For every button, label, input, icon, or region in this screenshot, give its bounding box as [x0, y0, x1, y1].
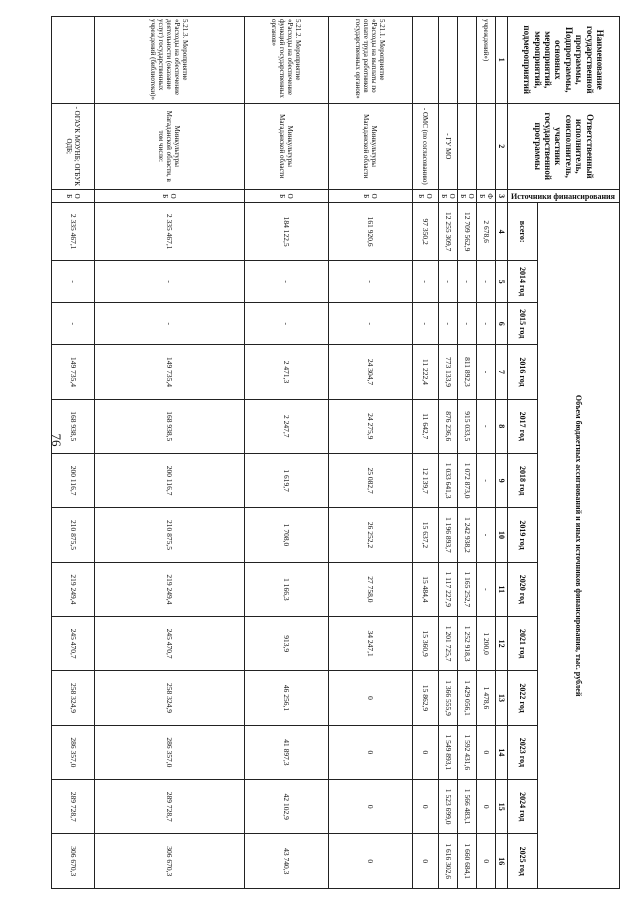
- row-source: ОБ: [438, 190, 457, 203]
- row-responsible: - ОГАУК МОУНБ; ОГБУК ОДБ;: [51, 103, 94, 190]
- funding-title-cell: [538, 203, 620, 889]
- column-index: 8: [495, 399, 507, 453]
- row-year-value: -: [476, 261, 495, 303]
- col-source-header: [508, 190, 620, 203]
- row-year-value: -: [244, 261, 328, 303]
- row-year-value: 245 470,7: [94, 617, 244, 671]
- year-header: 2014 год: [508, 261, 538, 303]
- row-year-value: 42 102,9: [244, 780, 328, 834]
- page-number: 76: [49, 433, 64, 447]
- row-year-value: 1 592 431,6: [457, 725, 476, 779]
- row-year-value: -: [476, 453, 495, 507]
- year-header: 2019 год: [508, 508, 538, 562]
- header-row-top: [538, 17, 620, 889]
- row-source: ОБ: [244, 190, 328, 203]
- row-year-value: 0: [412, 780, 438, 834]
- row-year-value: 168 938,5: [94, 399, 244, 453]
- row-year-value: 289 728,7: [51, 780, 94, 834]
- table-row: [94, 17, 244, 889]
- row-year-value: 773 133,9: [438, 345, 457, 399]
- row-year-value: 210 875,5: [94, 508, 244, 562]
- row-year-value: 286 357,0: [94, 725, 244, 779]
- row-total: 97 350,2: [412, 203, 438, 261]
- row-name: [412, 17, 438, 104]
- row-responsible: Минкультуры Магаданской области: [328, 103, 412, 190]
- table-row: [438, 17, 457, 889]
- row-year-value: 26 252,2: [328, 508, 412, 562]
- row-year-value: 1 072 873,0: [457, 453, 476, 507]
- row-year-value: -: [438, 303, 457, 345]
- row-year-value: 11 642,7: [412, 399, 438, 453]
- row-year-value: 1 201 725,7: [438, 617, 457, 671]
- column-index: 5: [495, 261, 507, 303]
- row-responsible: - ОМС (по согласованию): [412, 103, 438, 190]
- column-index: 14: [495, 725, 507, 779]
- row-name: [457, 17, 476, 104]
- row-year-value: 11 222,4: [412, 345, 438, 399]
- row-source: ОБ: [457, 190, 476, 203]
- row-source: ОБ: [412, 190, 438, 203]
- column-index: 6: [495, 303, 507, 345]
- row-name: 5.21.3. Мероприятие «Расходы на обеспечение деятельности (оказание услуг) государственных учреждений (библиотеки)»: [94, 17, 244, 104]
- row-total: 12 255 309,7: [438, 203, 457, 261]
- row-year-value: -: [457, 303, 476, 345]
- row-total: 2 335 467,1: [94, 203, 244, 261]
- row-year-value: 0: [328, 780, 412, 834]
- column-index: 3: [495, 190, 507, 203]
- column-index: 10: [495, 508, 507, 562]
- row-year-value: -: [457, 261, 476, 303]
- funding-title: Объем бюджетных ассигнований и иных источников финансирования, тыс. рублей: [574, 394, 584, 697]
- row-responsible: [457, 103, 476, 190]
- row-year-value: 25 082,7: [328, 453, 412, 507]
- row-year-value: 0: [412, 725, 438, 779]
- rotated-sheet: [64, 16, 620, 889]
- row-source: ОБ: [328, 190, 412, 203]
- column-index: 12: [495, 617, 507, 671]
- row-responsible: - ГУ МО: [438, 103, 457, 190]
- col-source-label: Источники финансирования: [511, 192, 616, 202]
- row-year-value: 149 735,4: [94, 345, 244, 399]
- row-year-value: -: [51, 261, 94, 303]
- row-year-value: 168 938,5: [51, 399, 94, 453]
- row-year-value: 200 116,7: [94, 453, 244, 507]
- row-year-value: 876 236,6: [438, 399, 457, 453]
- row-name: 5.21.1. Мероприятие «Расходы на выплаты по оплате труда работников государственных органов»: [328, 17, 412, 104]
- year-header: 2020 год: [508, 562, 538, 616]
- row-name: учреждений»): [476, 17, 495, 104]
- row-year-value: -: [476, 345, 495, 399]
- column-index: 16: [495, 834, 507, 889]
- year-header: 2018 год: [508, 453, 538, 507]
- table-row: [328, 17, 412, 889]
- row-year-value: 1 366 555,9: [438, 671, 457, 725]
- row-year-value: 34 247,1: [328, 617, 412, 671]
- year-header: 2022 год: [508, 671, 538, 725]
- row-year-value: 289 728,7: [94, 780, 244, 834]
- row-responsible: Минкультуры Магаданской области, в том числе:: [94, 103, 244, 190]
- row-year-value: 811 892,3: [457, 345, 476, 399]
- year-header: 2016 год: [508, 345, 538, 399]
- row-year-value: 306 670,3: [51, 834, 94, 889]
- row-total: 2 678,6: [476, 203, 495, 261]
- row-total: 184 122,5: [244, 203, 328, 261]
- year-header: 2015 год: [508, 303, 538, 345]
- row-year-value: 0: [412, 834, 438, 889]
- column-index: 4: [495, 203, 507, 261]
- row-year-value: 149 735,4: [51, 345, 94, 399]
- row-year-value: 1 478,6: [476, 671, 495, 725]
- row-source: ОБ: [94, 190, 244, 203]
- year-header: 2023 год: [508, 725, 538, 779]
- row-year-value: 1 616 302,6: [438, 834, 457, 889]
- row-year-value: 15 637,2: [412, 508, 438, 562]
- column-index: 1: [495, 17, 507, 104]
- row-year-value: 913,9: [244, 617, 328, 671]
- row-year-value: 15 484,4: [412, 562, 438, 616]
- row-year-value: 41 897,3: [244, 725, 328, 779]
- row-year-value: -: [412, 261, 438, 303]
- row-year-value: 2 247,7: [244, 399, 328, 453]
- row-year-value: -: [244, 303, 328, 345]
- year-header: 2025 год: [508, 834, 538, 889]
- row-year-value: 15 862,9: [412, 671, 438, 725]
- year-header: 2024 год: [508, 780, 538, 834]
- row-year-value: 0: [476, 780, 495, 834]
- table-row: [457, 17, 476, 889]
- table-row: [244, 17, 328, 889]
- row-year-value: 258 324,9: [51, 671, 94, 725]
- row-year-value: -: [51, 303, 94, 345]
- row-year-value: 12 139,7: [412, 453, 438, 507]
- column-index: 7: [495, 345, 507, 399]
- row-year-value: 1 117 227,9: [438, 562, 457, 616]
- row-source: ОБ: [51, 190, 94, 203]
- row-year-value: 0: [328, 725, 412, 779]
- row-responsible: [476, 103, 495, 190]
- row-year-value: -: [438, 261, 457, 303]
- row-total: 161 920,6: [328, 203, 412, 261]
- row-year-value: 0: [328, 834, 412, 889]
- column-index: 11: [495, 562, 507, 616]
- row-year-value: -: [476, 303, 495, 345]
- row-year-value: 1 523 699,0: [438, 780, 457, 834]
- row-year-value: 43 740,3: [244, 834, 328, 889]
- row-responsible: Минкультуры Магаданской области: [244, 103, 328, 190]
- row-year-value: 1 242 938,2: [457, 508, 476, 562]
- row-total: 12 709 562,9: [457, 203, 476, 261]
- row-source: ФБ: [476, 190, 495, 203]
- row-year-value: -: [94, 261, 244, 303]
- row-year-value: 0: [476, 834, 495, 889]
- row-year-value: 1 200,0: [476, 617, 495, 671]
- row-year-value: 200 116,7: [51, 453, 94, 507]
- financing-table: [51, 16, 620, 889]
- row-year-value: 46 256,1: [244, 671, 328, 725]
- year-header: 2021 год: [508, 617, 538, 671]
- row-year-value: 1 166,3: [244, 562, 328, 616]
- row-year-value: 1 429 056,1: [457, 671, 476, 725]
- row-year-value: 2 471,3: [244, 345, 328, 399]
- column-index: 15: [495, 780, 507, 834]
- row-year-value: 0: [476, 725, 495, 779]
- row-year-value: 1 252 918,3: [457, 617, 476, 671]
- row-year-value: 24 275,9: [328, 399, 412, 453]
- row-year-value: -: [328, 303, 412, 345]
- table-viewport: [64, 16, 620, 889]
- row-year-value: -: [328, 261, 412, 303]
- row-year-value: 0: [328, 671, 412, 725]
- row-year-value: 306 670,3: [94, 834, 244, 889]
- row-year-value: 15 360,9: [412, 617, 438, 671]
- row-year-value: -: [476, 399, 495, 453]
- row-year-value: 1 196 893,7: [438, 508, 457, 562]
- col-responsible-header: Ответственный исполнитель, соисполнитель, участник государственной программы: [508, 103, 620, 190]
- col-name-header: Наименование государственной программы, Подпрограммы, основных мероприятий, мероприятий, подмероприятий: [508, 17, 620, 104]
- table-row: [412, 17, 438, 889]
- row-year-value: 1 660 684,1: [457, 834, 476, 889]
- row-year-value: 24 304,7: [328, 345, 412, 399]
- total-header: всего:: [508, 203, 538, 261]
- row-year-value: -: [412, 303, 438, 345]
- row-year-value: 219 249,4: [51, 562, 94, 616]
- row-name: 5.21.2. Мероприятие «Расходы на обеспечение функций государственных органов»: [244, 17, 328, 104]
- row-year-value: 1 619,7: [244, 453, 328, 507]
- row-year-value: 219 249,4: [94, 562, 244, 616]
- row-year-value: 1 033 641,3: [438, 453, 457, 507]
- row-year-value: 258 324,9: [94, 671, 244, 725]
- row-year-value: 1 165 252,7: [457, 562, 476, 616]
- table-row: [476, 17, 495, 889]
- row-year-value: 210 875,5: [51, 508, 94, 562]
- row-year-value: 915 033,5: [457, 399, 476, 453]
- column-index: 13: [495, 671, 507, 725]
- row-name: [438, 17, 457, 104]
- row-year-value: 1 549 893,1: [438, 725, 457, 779]
- row-year-value: -: [476, 508, 495, 562]
- table-row: [51, 17, 94, 889]
- column-index-row: [495, 17, 507, 889]
- column-index: 9: [495, 453, 507, 507]
- year-header: 2017 год: [508, 399, 538, 453]
- column-index: 2: [495, 103, 507, 190]
- row-year-value: -: [94, 303, 244, 345]
- row-year-value: -: [476, 562, 495, 616]
- row-year-value: 1 708,0: [244, 508, 328, 562]
- row-year-value: 27 758,0: [328, 562, 412, 616]
- row-year-value: 1 566 483,1: [457, 780, 476, 834]
- row-name: [51, 17, 94, 104]
- row-year-value: 245 470,7: [51, 617, 94, 671]
- row-total: 2 335 467,1: [51, 203, 94, 261]
- row-year-value: 286 357,0: [51, 725, 94, 779]
